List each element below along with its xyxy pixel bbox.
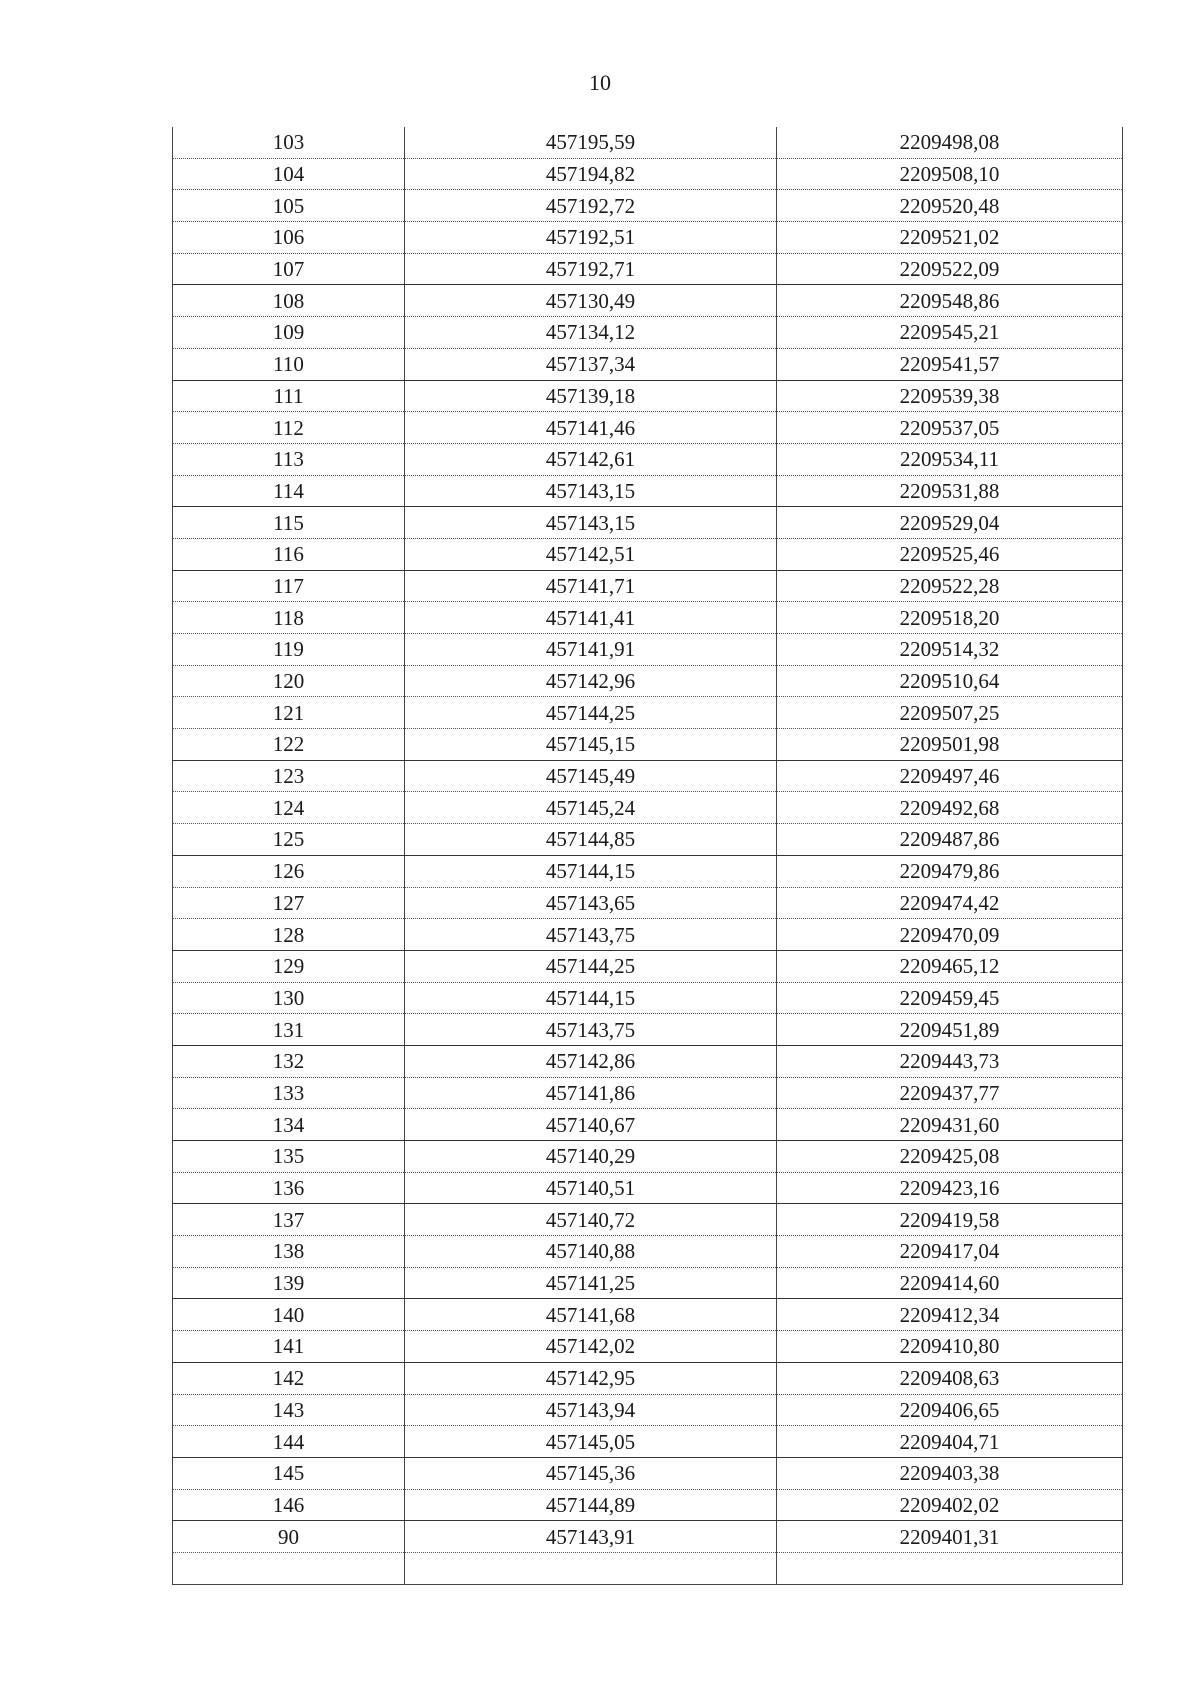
y-coordinate-cell: 2209406,65 bbox=[777, 1394, 1123, 1426]
x-coordinate-cell: 457137,34 bbox=[405, 348, 777, 380]
point-number-cell: 109 bbox=[173, 317, 405, 349]
point-number-cell: 90 bbox=[173, 1521, 405, 1553]
table-row bbox=[173, 1141, 1123, 1173]
x-coordinate-cell: 457142,95 bbox=[405, 1362, 777, 1394]
table-row bbox=[173, 538, 1123, 570]
x-coordinate-cell: 457142,02 bbox=[405, 1331, 777, 1363]
y-coordinate-cell: 2209417,04 bbox=[777, 1236, 1123, 1268]
table-row bbox=[173, 824, 1123, 856]
table-row bbox=[173, 697, 1123, 729]
table-row bbox=[173, 1014, 1123, 1046]
point-number-cell: 106 bbox=[173, 222, 405, 254]
x-coordinate-cell: 457144,89 bbox=[405, 1489, 777, 1521]
table-row bbox=[173, 950, 1123, 982]
point-number-cell: 142 bbox=[173, 1362, 405, 1394]
y-coordinate-cell: 2209487,86 bbox=[777, 824, 1123, 856]
coordinates-table-body bbox=[173, 127, 1123, 1584]
point-number-cell: 125 bbox=[173, 824, 405, 856]
x-coordinate-cell: 457145,05 bbox=[405, 1426, 777, 1458]
point-number-cell: 110 bbox=[173, 348, 405, 380]
x-coordinate-cell: 457144,25 bbox=[405, 950, 777, 982]
point-number-cell: 114 bbox=[173, 475, 405, 507]
x-coordinate-cell: 457141,25 bbox=[405, 1267, 777, 1299]
x-coordinate-cell: 457145,24 bbox=[405, 792, 777, 824]
point-number-cell: 111 bbox=[173, 380, 405, 412]
y-coordinate-cell bbox=[777, 1552, 1123, 1584]
point-number-cell: 115 bbox=[173, 507, 405, 539]
point-number-cell: 128 bbox=[173, 919, 405, 951]
point-number-cell: 140 bbox=[173, 1299, 405, 1331]
point-number-cell: 143 bbox=[173, 1394, 405, 1426]
table-row bbox=[173, 1457, 1123, 1489]
x-coordinate-cell: 457192,51 bbox=[405, 222, 777, 254]
point-number-cell: 108 bbox=[173, 285, 405, 317]
y-coordinate-cell: 2209451,89 bbox=[777, 1014, 1123, 1046]
y-coordinate-cell: 2209498,08 bbox=[777, 127, 1123, 158]
point-number-cell: 104 bbox=[173, 158, 405, 190]
y-coordinate-cell: 2209425,08 bbox=[777, 1141, 1123, 1173]
x-coordinate-cell: 457144,85 bbox=[405, 824, 777, 856]
point-number-cell: 120 bbox=[173, 665, 405, 697]
table-row bbox=[173, 1552, 1123, 1584]
x-coordinate-cell: 457143,75 bbox=[405, 919, 777, 951]
y-coordinate-cell: 2209423,16 bbox=[777, 1172, 1123, 1204]
y-coordinate-cell: 2209521,02 bbox=[777, 222, 1123, 254]
y-coordinate-cell: 2209520,48 bbox=[777, 190, 1123, 222]
table-row bbox=[173, 602, 1123, 634]
y-coordinate-cell: 2209431,60 bbox=[777, 1109, 1123, 1141]
x-coordinate-cell: 457143,15 bbox=[405, 507, 777, 539]
point-number-cell: 131 bbox=[173, 1014, 405, 1046]
point-number-cell: 139 bbox=[173, 1267, 405, 1299]
point-number-cell: 136 bbox=[173, 1172, 405, 1204]
table-row bbox=[173, 1172, 1123, 1204]
x-coordinate-cell: 457141,86 bbox=[405, 1077, 777, 1109]
y-coordinate-cell: 2209539,38 bbox=[777, 380, 1123, 412]
point-number-cell: 144 bbox=[173, 1426, 405, 1458]
x-coordinate-cell: 457145,36 bbox=[405, 1457, 777, 1489]
table-row bbox=[173, 982, 1123, 1014]
table-row bbox=[173, 317, 1123, 349]
x-coordinate-cell: 457144,25 bbox=[405, 697, 777, 729]
table-row bbox=[173, 253, 1123, 285]
table-row bbox=[173, 855, 1123, 887]
table-row bbox=[173, 190, 1123, 222]
table-row bbox=[173, 285, 1123, 317]
x-coordinate-cell: 457192,72 bbox=[405, 190, 777, 222]
table-row bbox=[173, 1331, 1123, 1363]
y-coordinate-cell: 2209508,10 bbox=[777, 158, 1123, 190]
table-row bbox=[173, 1045, 1123, 1077]
y-coordinate-cell: 2209401,31 bbox=[777, 1521, 1123, 1553]
x-coordinate-cell: 457142,51 bbox=[405, 538, 777, 570]
x-coordinate-cell: 457141,91 bbox=[405, 634, 777, 666]
table-row bbox=[173, 665, 1123, 697]
point-number-cell: 119 bbox=[173, 634, 405, 666]
y-coordinate-cell: 2209402,02 bbox=[777, 1489, 1123, 1521]
y-coordinate-cell: 2209408,63 bbox=[777, 1362, 1123, 1394]
point-number-cell: 105 bbox=[173, 190, 405, 222]
point-number-cell: 129 bbox=[173, 950, 405, 982]
x-coordinate-cell: 457140,51 bbox=[405, 1172, 777, 1204]
y-coordinate-cell: 2209545,21 bbox=[777, 317, 1123, 349]
table-row bbox=[173, 507, 1123, 539]
x-coordinate-cell: 457145,49 bbox=[405, 760, 777, 792]
table-row bbox=[173, 1362, 1123, 1394]
x-coordinate-cell: 457143,65 bbox=[405, 887, 777, 919]
x-coordinate-cell: 457134,12 bbox=[405, 317, 777, 349]
point-number-cell: 132 bbox=[173, 1045, 405, 1077]
x-coordinate-cell: 457143,91 bbox=[405, 1521, 777, 1553]
y-coordinate-cell: 2209437,77 bbox=[777, 1077, 1123, 1109]
y-coordinate-cell: 2209404,71 bbox=[777, 1426, 1123, 1458]
table-row bbox=[173, 792, 1123, 824]
table-row bbox=[173, 380, 1123, 412]
y-coordinate-cell: 2209492,68 bbox=[777, 792, 1123, 824]
table-row bbox=[173, 127, 1123, 158]
point-number-cell: 117 bbox=[173, 570, 405, 602]
table-row bbox=[173, 1299, 1123, 1331]
table-row bbox=[173, 412, 1123, 444]
table-row bbox=[173, 570, 1123, 602]
y-coordinate-cell: 2209531,88 bbox=[777, 475, 1123, 507]
x-coordinate-cell: 457143,75 bbox=[405, 1014, 777, 1046]
y-coordinate-cell: 2209522,28 bbox=[777, 570, 1123, 602]
point-number-cell: 135 bbox=[173, 1141, 405, 1173]
x-coordinate-cell: 457195,59 bbox=[405, 127, 777, 158]
y-coordinate-cell: 2209548,86 bbox=[777, 285, 1123, 317]
table-row bbox=[173, 634, 1123, 666]
page-number: 10 bbox=[589, 70, 611, 95]
y-coordinate-cell: 2209534,11 bbox=[777, 443, 1123, 475]
table-row bbox=[173, 443, 1123, 475]
y-coordinate-cell: 2209412,34 bbox=[777, 1299, 1123, 1331]
point-number-cell: 112 bbox=[173, 412, 405, 444]
y-coordinate-cell: 2209529,04 bbox=[777, 507, 1123, 539]
x-coordinate-cell: 457141,41 bbox=[405, 602, 777, 634]
coordinates-table bbox=[172, 127, 1123, 1585]
point-number-cell: 118 bbox=[173, 602, 405, 634]
y-coordinate-cell: 2209507,25 bbox=[777, 697, 1123, 729]
table-row bbox=[173, 1521, 1123, 1553]
point-number-cell: 126 bbox=[173, 855, 405, 887]
x-coordinate-cell: 457141,68 bbox=[405, 1299, 777, 1331]
table-row bbox=[173, 1236, 1123, 1268]
x-coordinate-cell bbox=[405, 1552, 777, 1584]
y-coordinate-cell: 2209525,46 bbox=[777, 538, 1123, 570]
x-coordinate-cell: 457140,29 bbox=[405, 1141, 777, 1173]
y-coordinate-cell: 2209403,38 bbox=[777, 1457, 1123, 1489]
x-coordinate-cell: 457141,71 bbox=[405, 570, 777, 602]
point-number-cell: 113 bbox=[173, 443, 405, 475]
point-number-cell: 122 bbox=[173, 729, 405, 761]
x-coordinate-cell: 457194,82 bbox=[405, 158, 777, 190]
point-number-cell: 103 bbox=[173, 127, 405, 158]
point-number-cell: 124 bbox=[173, 792, 405, 824]
point-number-cell: 107 bbox=[173, 253, 405, 285]
x-coordinate-cell: 457142,61 bbox=[405, 443, 777, 475]
y-coordinate-cell: 2209414,60 bbox=[777, 1267, 1123, 1299]
y-coordinate-cell: 2209541,57 bbox=[777, 348, 1123, 380]
table-row bbox=[173, 1426, 1123, 1458]
table-row bbox=[173, 1204, 1123, 1236]
table-row bbox=[173, 348, 1123, 380]
y-coordinate-cell: 2209510,64 bbox=[777, 665, 1123, 697]
point-number-cell: 138 bbox=[173, 1236, 405, 1268]
point-number-cell: 145 bbox=[173, 1457, 405, 1489]
x-coordinate-cell: 457145,15 bbox=[405, 729, 777, 761]
x-coordinate-cell: 457144,15 bbox=[405, 982, 777, 1014]
x-coordinate-cell: 457140,88 bbox=[405, 1236, 777, 1268]
x-coordinate-cell: 457143,15 bbox=[405, 475, 777, 507]
table-row bbox=[173, 158, 1123, 190]
x-coordinate-cell: 457142,96 bbox=[405, 665, 777, 697]
table-row bbox=[173, 222, 1123, 254]
table-row bbox=[173, 760, 1123, 792]
point-number-cell: 146 bbox=[173, 1489, 405, 1521]
table-row bbox=[173, 1077, 1123, 1109]
table-row bbox=[173, 1267, 1123, 1299]
x-coordinate-cell: 457140,67 bbox=[405, 1109, 777, 1141]
y-coordinate-cell: 2209459,45 bbox=[777, 982, 1123, 1014]
y-coordinate-cell: 2209518,20 bbox=[777, 602, 1123, 634]
table-row bbox=[173, 1109, 1123, 1141]
table-row bbox=[173, 887, 1123, 919]
y-coordinate-cell: 2209470,09 bbox=[777, 919, 1123, 951]
y-coordinate-cell: 2209443,73 bbox=[777, 1045, 1123, 1077]
y-coordinate-cell: 2209522,09 bbox=[777, 253, 1123, 285]
y-coordinate-cell: 2209474,42 bbox=[777, 887, 1123, 919]
x-coordinate-cell: 457143,94 bbox=[405, 1394, 777, 1426]
y-coordinate-cell: 2209479,86 bbox=[777, 855, 1123, 887]
x-coordinate-cell: 457130,49 bbox=[405, 285, 777, 317]
point-number-cell: 130 bbox=[173, 982, 405, 1014]
table-row bbox=[173, 1489, 1123, 1521]
point-number-cell: 127 bbox=[173, 887, 405, 919]
y-coordinate-cell: 2209514,32 bbox=[777, 634, 1123, 666]
x-coordinate-cell: 457141,46 bbox=[405, 412, 777, 444]
y-coordinate-cell: 2209419,58 bbox=[777, 1204, 1123, 1236]
x-coordinate-cell: 457139,18 bbox=[405, 380, 777, 412]
y-coordinate-cell: 2209501,98 bbox=[777, 729, 1123, 761]
x-coordinate-cell: 457192,71 bbox=[405, 253, 777, 285]
point-number-cell: 134 bbox=[173, 1109, 405, 1141]
point-number-cell bbox=[173, 1552, 405, 1584]
x-coordinate-cell: 457142,86 bbox=[405, 1045, 777, 1077]
table-row bbox=[173, 1394, 1123, 1426]
y-coordinate-cell: 2209410,80 bbox=[777, 1331, 1123, 1363]
point-number-cell: 141 bbox=[173, 1331, 405, 1363]
table-row bbox=[173, 919, 1123, 951]
y-coordinate-cell: 2209465,12 bbox=[777, 950, 1123, 982]
y-coordinate-cell: 2209537,05 bbox=[777, 412, 1123, 444]
point-number-cell: 121 bbox=[173, 697, 405, 729]
x-coordinate-cell: 457140,72 bbox=[405, 1204, 777, 1236]
point-number-cell: 123 bbox=[173, 760, 405, 792]
y-coordinate-cell: 2209497,46 bbox=[777, 760, 1123, 792]
point-number-cell: 133 bbox=[173, 1077, 405, 1109]
point-number-cell: 137 bbox=[173, 1204, 405, 1236]
table-row bbox=[173, 729, 1123, 761]
point-number-cell: 116 bbox=[173, 538, 405, 570]
table-row bbox=[173, 475, 1123, 507]
x-coordinate-cell: 457144,15 bbox=[405, 855, 777, 887]
